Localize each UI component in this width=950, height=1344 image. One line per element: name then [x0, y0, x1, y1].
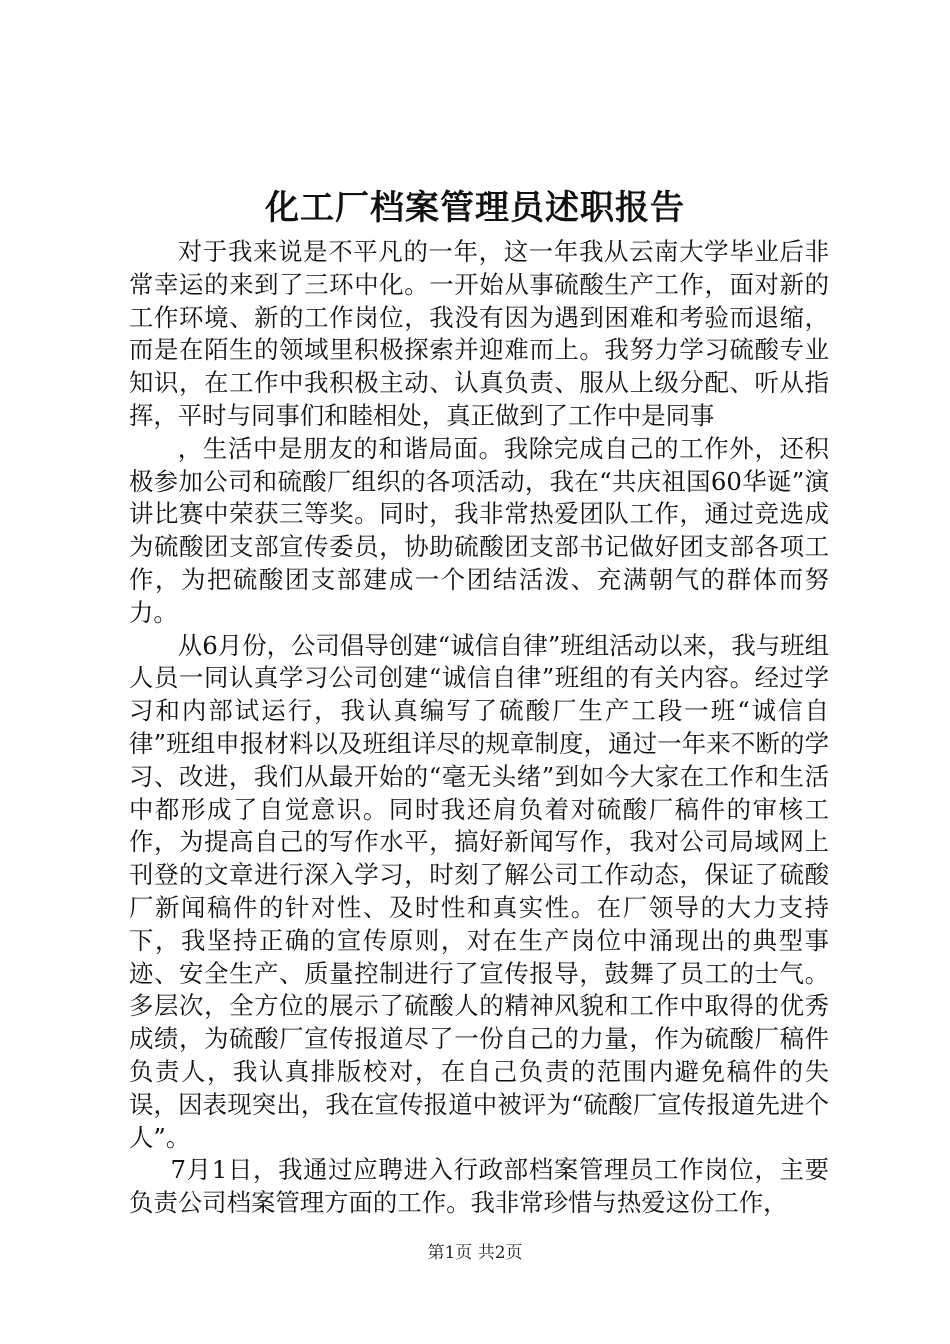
- page-number-footer: 第1页 共2页: [427, 1243, 523, 1263]
- document-title: 化工厂档案管理员述职报告: [265, 188, 685, 228]
- document-body: [129, 236, 829, 1220]
- paragraph-activities: ，生活中是朋友的和谐局面。我除完成自己的工作外，还积极参加公司和硫酸厂组织的各项活动，我在“共庆祖国60华诞”演讲比赛中荣获三等奖。同时，我非常热爱团队工作，通过竞选成为硫酸团支部宣传委员，协助硫酸团支部书记做好团支部各项工作，为把硫酸团支部建成一个团结活泼、充满朝气的群体而努力。: [129, 433, 829, 627]
- paragraph-intro: 对于我来说是不平凡的一年，这一年我从云南大学毕业后非常幸运的来到了三环中化。一开始从事硫酸生产工作，面对新的工作环境、新的工作岗位，我没有因为遇到困难和考验而退缩，而是在陌生的领域里积极探索并迎难而上。我努力学习硫酸专业知识，在工作中我积极主动、认真负责、服从上级分配、听从指挥，平时与同事们和睦相处，真正做到了工作中是同事: [129, 237, 829, 430]
- paragraph-archive-role: 7月1日，我通过应聘进入行政部档案管理员工作岗位，主要负责公司档案管理方面的工作。我非常珍惜与热爱这份工作，: [129, 1155, 829, 1218]
- paragraph-integrity-team: 从6月份，公司倡导创建“诚信自律”班组活动以来，我与班组人员一同认真学习公司创建“诚信自律”班组的有关内容。经过学习和内部试运行，我认真编写了硫酸厂生产工段一班“诚信自律”班组申报材料以及班组详尽的规章制度，通过一年来不断的学习、改进，我们从最开始的“毫无头绪”到如今大家在工作和生活中都形成了自觉意识。同时我还肩负着对硫酸厂稿件的审核工作，为提高自己的写作水平，搞好新闻写作，我对公司局域网上刊登的文章进行深入学习，时刻了解公司工作动态，保证了硫酸厂新闻稿件的针对性、及时性和真实性。在厂领导的大力支持下，我坚持正确的宣传原则，对在生产岗位中涌现出的典型事迹、安全生产、质量控制进行了宣传报导，鼓舞了员工的士气。多层次，全方位的展示了硫酸人的精神风貌和工作中取得的优秀成绩，为硫酸厂宣传报道尽了一份自己的力量，作为硫酸厂稿件负责人，我认真排版校对，在自己负责的范围内避免稿件的失误，因表现突出，我在宣传报道中被评为“硫酸厂宣传报道先进个人”。: [129, 630, 829, 1152]
